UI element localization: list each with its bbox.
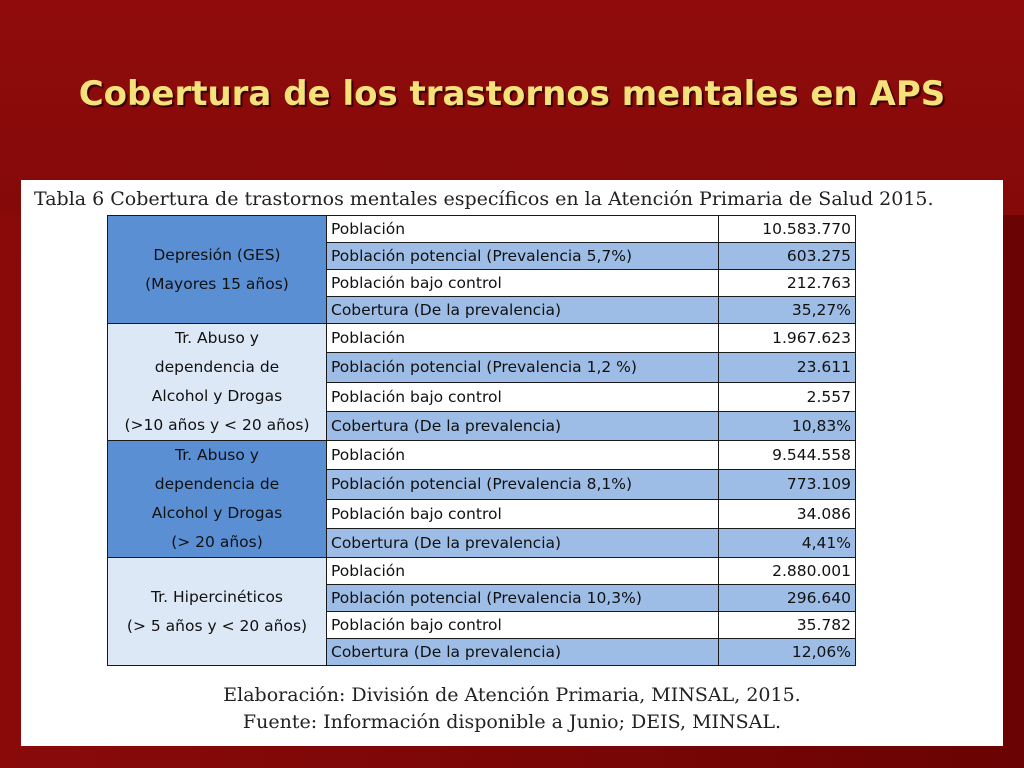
row-value: 12,06% — [719, 639, 856, 666]
group-cell-alcohol-drogas-10-20 — [108, 324, 327, 441]
row-label: Cobertura (De la prevalencia) — [327, 297, 719, 324]
group-label-line: dependencia de — [154, 358, 280, 376]
row-label: Cobertura (De la prevalencia) — [327, 528, 719, 557]
group-label-line: Tr. Abuso y — [175, 446, 259, 464]
row-label: Población potencial (Prevalencia 10,3%) — [327, 585, 719, 612]
group-label-line: (Mayores 15 años) — [145, 274, 289, 293]
row-value: 23.611 — [719, 353, 856, 382]
row-label: Población — [327, 324, 719, 353]
group-cell-alcohol-drogas-20 — [108, 441, 327, 558]
row-label: Cobertura (De la prevalencia) — [327, 639, 719, 666]
group-label-line: dependencia de — [154, 475, 280, 493]
slide-title: Cobertura de los trastornos mentales en APS — [78, 74, 946, 114]
row-value: 4,41% — [719, 528, 856, 557]
table-image-panel — [21, 180, 1003, 746]
row-label: Población — [327, 216, 719, 243]
row-label: Población bajo control — [327, 612, 719, 639]
row-label: Población — [327, 441, 719, 470]
row-label: Población bajo control — [327, 270, 719, 297]
coverage-table — [107, 215, 856, 666]
table-row — [108, 216, 856, 243]
row-label: Población potencial (Prevalencia 5,7%) — [327, 243, 719, 270]
group-label-line: Alcohol y Drogas — [151, 387, 283, 405]
row-value: 1.967.623 — [719, 324, 856, 353]
row-value: 603.275 — [719, 243, 856, 270]
table-row — [108, 324, 856, 353]
footer-elaboracion: Elaboración: División de Atención Primaria, MINSAL, 2015. — [223, 684, 801, 706]
row-label: Cobertura (De la prevalencia) — [327, 411, 719, 440]
row-value: 773.109 — [719, 470, 856, 499]
row-value: 35,27% — [719, 297, 856, 324]
group-label-line: (>10 años y < 20 años) — [124, 416, 310, 434]
group-label-line: (> 20 años) — [171, 533, 263, 551]
group-label-line: Alcohol y Drogas — [151, 504, 283, 522]
row-label: Población potencial (Prevalencia 8,1%) — [327, 470, 719, 499]
footer-fuente: Fuente: Información disponible a Junio; DEIS, MINSAL. — [242, 711, 782, 733]
row-value: 35.782 — [719, 612, 856, 639]
row-value: 10.583.770 — [719, 216, 856, 243]
table-row — [108, 441, 856, 470]
group-label-line: Depresión (GES) — [153, 245, 281, 264]
row-label: Población bajo control — [327, 382, 719, 411]
row-label: Población potencial (Prevalencia 1,2 %) — [327, 353, 719, 382]
row-value: 212.763 — [719, 270, 856, 297]
row-value: 10,83% — [719, 411, 856, 440]
row-value: 9.544.558 — [719, 441, 856, 470]
group-label-line: Tr. Hipercinéticos — [150, 587, 283, 606]
row-value: 2.880.001 — [719, 558, 856, 585]
table-caption: Tabla 6 Cobertura de trastornos mentales específicos en la Atención Primaria de Salud 2015. — [34, 188, 934, 210]
row-label: Población bajo control — [327, 499, 719, 528]
row-value: 34.086 — [719, 499, 856, 528]
group-cell-depresion — [108, 216, 327, 324]
group-label-line: (> 5 años y < 20 años) — [126, 616, 308, 635]
row-value: 296.640 — [719, 585, 856, 612]
group-cell-hipercineticos — [108, 558, 327, 666]
row-value: 2.557 — [719, 382, 856, 411]
group-label-line: Tr. Abuso y — [175, 329, 259, 347]
row-label: Población — [327, 558, 719, 585]
table-row — [108, 558, 856, 585]
